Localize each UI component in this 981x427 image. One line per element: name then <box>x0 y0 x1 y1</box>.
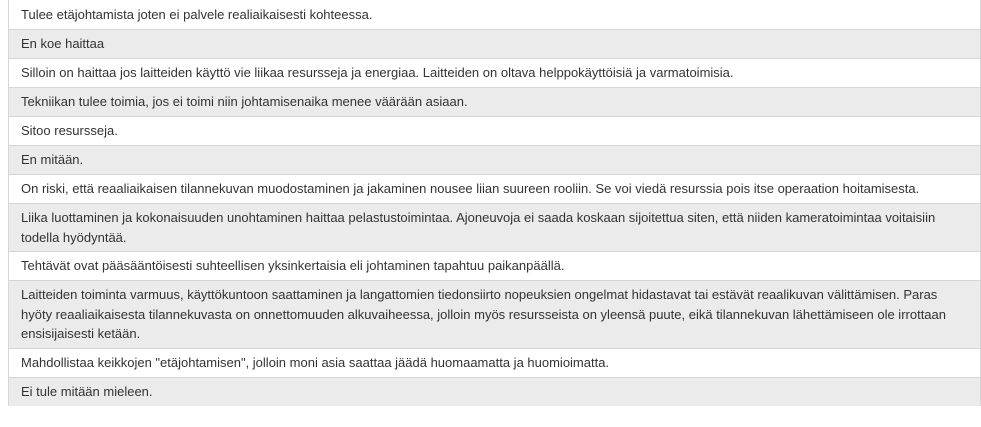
response-row: Laitteiden toiminta varmuus, käyttökuntoon saattaminen ja langattomien tiedonsiirto nopeuksien ongelmat hidastavat tai estävät reaalikuvan välittämisen. Paras hyöty reaaliaikaisesta tilannekuvasta on onnettomuuden alkuvaiheessa, jolloin myös resursseista on yleensä puute, eikä tilannekuvan lähettämiseen ole irrottaan ensisijaisesti ketään. <box>9 280 980 348</box>
response-row: En koe haittaa <box>9 29 980 58</box>
response-row: Liika luottaminen ja kokonaisuuden unohtaminen haittaa pelastustoimintaa. Ajoneuvoja ei saada koskaan sijoitettua siten, että niiden kameratoimintaa voitaisiin todella hyödyntää. <box>9 203 980 251</box>
response-row: On riski, että reaaliaikaisen tilannekuvan muodostaminen ja jakaminen nousee liian suureen rooliin. Se voi viedä resurssia pois itse operaation hoitamisesta. <box>9 174 980 203</box>
response-row: Tulee etäjohtamista joten ei palvele realiaikaisesti kohteessa. <box>9 0 980 29</box>
response-row: Tehtävät ovat pääsääntöisesti suhteellisen yksinkertaisia eli johtaminen tapahtuu paikanpäällä. <box>9 251 980 280</box>
response-row: Sitoo resursseja. <box>9 116 980 145</box>
response-row: Ei tule mitään mieleen. <box>9 377 980 406</box>
response-row: Mahdollistaa keikkojen "etäjohtamisen", jolloin moni asia saattaa jäädä huomaamatta ja huomioimatta. <box>9 348 980 377</box>
response-row: Silloin on haittaa jos laitteiden käyttö vie liikaa resursseja ja energiaa. Laitteiden on oltava helppokäyttöisiä ja varmatoimisia. <box>9 58 980 87</box>
response-row: Tekniikan tulee toimia, jos ei toimi niin johtamisenaika menee väärään asiaan. <box>9 87 980 116</box>
response-row: En mitään. <box>9 145 980 174</box>
responses-table <box>8 0 981 406</box>
